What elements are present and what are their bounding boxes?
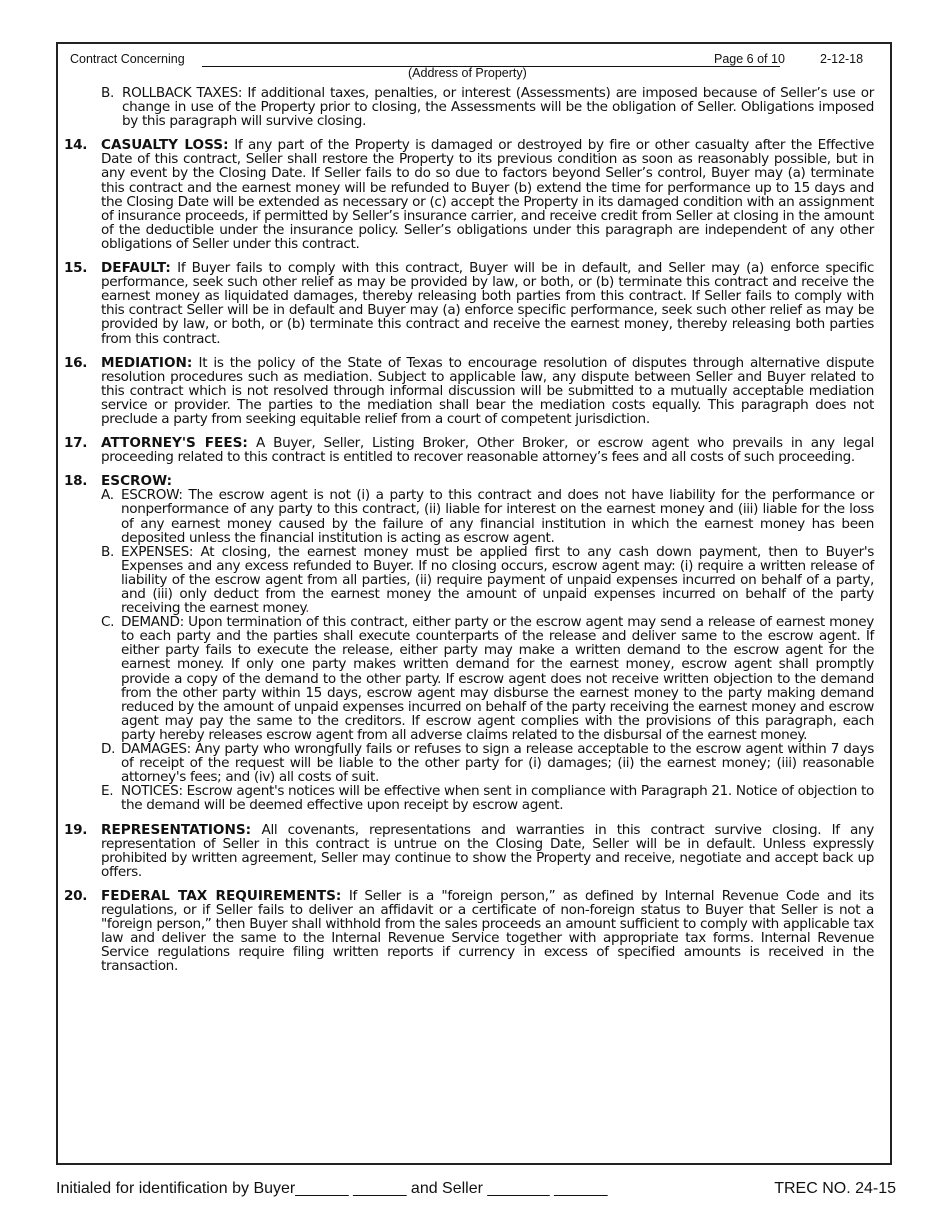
subparagraph-text: EXPENSES: At closing, the earnest money must be applied first to any cash down payment, then to Buyer's Expenses and any excess refunded to Buyer. If no closing occurs, escrow agent may: (i) require a written release of liability of the escrow agent from all parties, (ii) require payment of unpaid expenses incurred on behalf of a party, and (iii) only deduct from the earnest money the amount of unpaid expenses incurred on behalf of the party receiving the earnest money [121,543,874,617]
section-text: It is the policy of the State of Texas to encourage resolution of disputes through alternative dispute resolution procedures such as mediation. Subject to applicable law, any dispute between Seller and Buyer related to this contract which is not resolved through informal discussion will be submitted to a mutually acceptable mediation service or provider. The parties to the mediation shall bear the mediation costs equally. This paragraph does not preclude a party from seeking equitable relief from a court of competent jurisdiction. [101,354,874,427]
rollback-taxes-paragraph [64,86,874,128]
subparagraph-letter: E. [101,783,114,800]
section-text: If Seller is a "foreign person,” as defined by Internal Revenue Code and its regulations, or if Seller fails to deliver an affidavit or a certificate of non-foreign status to Buyer that Seller is not a "foreign person,” then Buyer shall withhold from the sales proceeds an amount sufficient to comply with applicable tax law and deliver the same to the Internal Revenue Service together with appropriate tax forms. Internal Revenue Service regulations require filing written reports if currency in excess of specified amounts is received in the transaction. [101,887,874,975]
escrow-subparagraph-c [101,615,874,742]
subparagraph-letter: B. [101,85,114,101]
section-number: 14. [64,137,88,154]
section-text: If Buyer fails to comply with this contract, Buyer will be in default, and Seller may (a) enforce specific performance, seek such other relief as may be provided by law, or both, or (b) terminate this contract and receive the earnest money as liquidated damages, thereby releasing both parties from this contract. If Seller fails to comply with this contract Seller will be in default and Buyer may (a) enforce specific performance, seek such other relief as may be provided by law, or both, or (b) terminate this contract and receive the earnest money, thereby releasing both parties from this contract. [101,260,874,347]
section-number: 20. [64,887,88,904]
escrow-subparagraph-a [101,488,874,544]
page-footer [56,1180,896,1202]
red-period: . [305,600,310,617]
subparagraph-letter: C. [101,614,115,631]
trec-number: TREC NO. 24-15 [774,1180,896,1197]
escrow-subparagraph-d [101,742,874,784]
section-number: 17. [64,435,88,452]
section-title: MEDIATION: [101,354,193,371]
page-number: Page 6 of 10 [714,52,785,66]
page-header [70,52,870,82]
section-mediation [64,356,874,426]
escrow-subparagraph-b [101,545,874,615]
contract-body [64,86,874,983]
subparagraph-letter: B. [101,543,114,560]
section-title: ESCROW: [101,473,173,490]
subparagraph-letter: A. [101,487,114,504]
section-escrow [64,474,874,812]
escrow-subparagraph-e [101,784,874,812]
section-text: A Buyer, Seller, Listing Broker, Other Broker, or escrow agent who prevails in any legal proceeding related to this contract is entitled to recover reasonable attorney’s fees and all costs of such proceeding. [101,435,874,466]
section-number: 16. [64,354,88,371]
subparagraph-text: DAMAGES: Any party who wrongfully fails or refuses to sign a release acceptable to the escrow agent within 7 days of receipt of the request will be liable to the other party for (i) damages; (ii) the earnest money; (iii) reasonable attorney's fees; and (iv) all costs of suit. [121,741,874,786]
section-title: ATTORNEY'S FEES: [101,435,248,452]
subparagraph-text: NOTICES: Escrow agent's notices will be effective when sent in compliance with Paragraph 21. Notice of objection to the demand will be deemed effective upon receipt by escrow agent. [121,783,874,814]
section-casualty-loss [64,138,874,251]
escrow-subparagraphs [101,488,874,812]
section-attorneys-fees [64,436,874,464]
section-text: If any part of the Property is damaged or destroyed by fire or other casualty after the Effective Date of this contract, Seller shall restore the Property to its previous condition as soon as reasonably possible, but in any event by the Closing Date. If Seller fails to do so due to factors beyond Seller’s control, Buyer may (a) terminate this contract and the earnest money will be refunded to Buyer (b) extend the time for performance up to 15 days and the Closing Date will be extended as necessary or (c) accept the Property in its damaged condition with an assignment of insurance proceeds, if permitted by Seller’s insurance carrier, and receive credit from Seller at closing in the amount of the deductible under the insurance policy. Seller’s obligations under this paragraph are independent of any other obligations of Seller under this contract. [101,137,875,252]
section-title: CASUALTY LOSS: [101,137,229,154]
section-federal-tax [64,889,874,974]
section-title: REPRESENTATIONS: [101,821,252,838]
section-number: 18. [64,473,88,490]
subparagraph-text: ESCROW: The escrow agent is not (i) a party to this contract and does not have liability for the performance or nonperformance of any party to this contract, (ii) liable for interest on the earnest money and (iii) liable for the loss of any earnest money caused by the failure of any financial institution in which the earnest money has been deposited unless the financial institution is acting as escrow agent. [121,487,874,546]
contract-concerning-label: Contract Concerning [70,52,185,66]
subparagraph-letter: D. [101,741,116,758]
section-title: FEDERAL TAX REQUIREMENTS: [101,887,342,904]
section-default [64,261,874,346]
form-date: 2-12-18 [820,52,864,66]
section-title: DEFAULT: [101,260,171,277]
initials-line: Initialed for identification by Buyer______ ______ and Seller _______ ______ [56,1180,608,1197]
section-number: 19. [64,821,88,838]
section-number: 15. [64,260,88,277]
section-representations [64,823,874,879]
address-caption: (Address of Property) [408,66,527,80]
rollback-text: ROLLBACK TAXES: If additional taxes, penalties, or interest (Assessments) are imposed because of Seller’s use or change in use of the Property prior to closing, the Assessments will be the obligation of Seller. Obligations imposed by this paragraph will survive closing. [122,85,874,130]
subparagraph-text: DEMAND: Upon termination of this contract, either party or the escrow agent may send a release of earnest money to each party and the parties shall execute counterparts of the release and deliver same to the escrow agent. If either party fails to execute the release, either party may make a written demand to the escrow agent for the earnest money. If only one party makes written demand for the earnest money, escrow agent shall promptly provide a copy of the demand to the other party. If escrow agent does not receive written objection to the demand from the other party within 15 days, escrow agent may disburse the earnest money to the party making demand reduced by the amount of unpaid expenses incurred on behalf of the party receiving the earnest money and escrow agent may pay the same to the creditors. If escrow agent complies with the provisions of this paragraph, each party hereby releases escrow agent from all adverse claims related to the disbursal of the earnest money. [121,614,874,743]
section-text: All covenants, representations and warranties in this contract survive closing. If any representation of Seller in this contract is untrue on the Closing Date, Seller will be in default. Unless expressly prohibited by written agreement, Seller may continue to show the Property and receive, negotiate and accept back up offers. [101,821,874,880]
